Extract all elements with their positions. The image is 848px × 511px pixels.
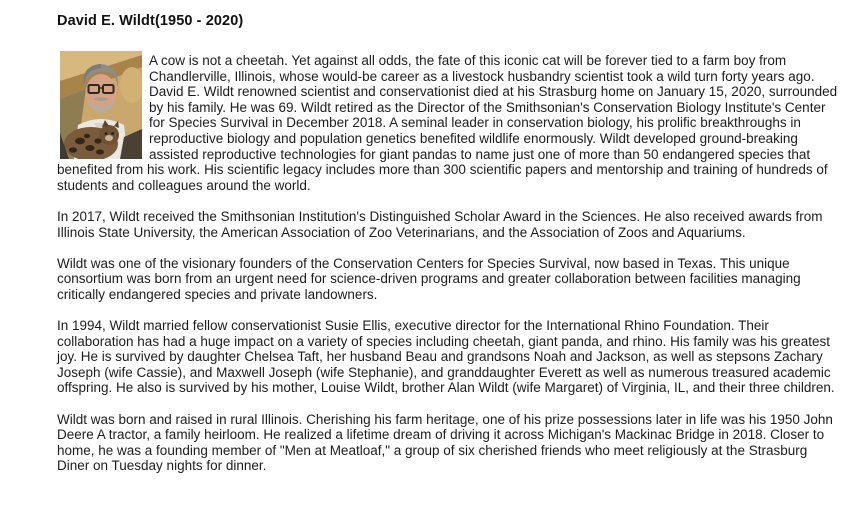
portrait-photo-illustration	[60, 51, 142, 159]
page-title: David E. Wildt(1950 - 2020)	[57, 13, 244, 29]
obituary-paragraph-4: In 1994, Wildt married fellow conservationist Susie Ellis, executive director for the International Rhino Foundation. Their collaboration has had a huge impact on a variety of species including cheetah, giant panda, and rhino. His family was his greatest joy. He is survived by daughter Chelsea Taft, her husband Beau and grandsons Noah and Jackson, as well as stepsons Zachary Joseph (wife Cassie), and Maxwell Joseph (wife Stephanie), and granddaughter Everett as well as numerous treasured academic offspring. He also is survived by his mother, Louise Wildt, brother Alan Wildt (wife Margaret) of Virginia, IL, and their three children.	[57, 318, 835, 396]
obituary-paragraph-5: Wildt was born and raised in rural Illinois. Cherishing his farm heritage, one of his prize possessions later in life was his 1950 John Deere A tractor, a family heirloom. He realized a lifetime dream of driving it across Michigan's Mackinac Bridge in 2018. Closer to home, he was a founding member of "Men at Meatloaf," a group of six cherished friends who meet religiously at the Strasburg Diner on Tuesday nights for dinner.	[57, 411, 833, 474]
portrait-photo	[60, 51, 142, 159]
paragraph-text: A cow is not a cheetah. Yet against all odds, the fate of this iconic cat will be forever tied to a farm boy from Chandlerville, Illinois, whose would-be career as a livestock husbandry scientist took a wild turn forty years ago. David E. Wildt renowned scientist and conservationist died at his Strasburg home on January 15, 2020, surrounded by his family. He was 69. Wildt retired as the Director of the Smithsonian's Conservation Biology Institute's Center for Species Survival in December 2018. A seminal leader in conservation biology, his prolific breakthroughs in reproductive biology and population genetics benefited wildlife enormously. Wildt developed ground-breaking assisted reproductive technologies for giant pandas to name just one of more than 50 endangered species that benefited from his work. His scientific legacy includes more than 300 scientific papers and mentorship and training of hundreds of students and colleagues around the world.	[57, 53, 838, 193]
obituary-body	[57, 53, 841, 490]
obituary-paragraph-1	[57, 53, 841, 193]
obituary-paragraph-2: In 2017, Wildt received the Smithsonian Institution's Distinguished Scholar Award in the Sciences. He also received awards from Illinois State University, the American Association of Zoo Veterinarians, and the Association of Zoos and Aquariums.	[57, 208, 823, 240]
obituary-paragraph-3: Wildt was one of the visionary founders of the Conservation Centers for Species Survival, now based in Texas. This unique consortium was born from an urgent need for science-driven programs and greater collaboration between facilities managing critically endangered species and private landowners.	[57, 255, 801, 302]
